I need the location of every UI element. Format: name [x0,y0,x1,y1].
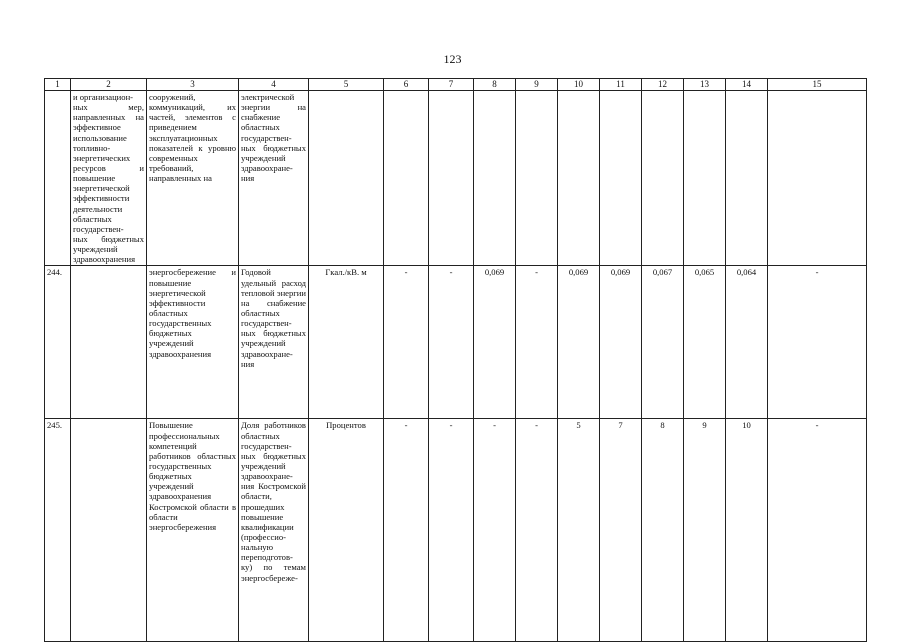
value-cell: 7 [600,419,642,642]
value-cell: - [516,266,558,419]
row-number-cell [45,91,71,266]
value-cell: 0,065 [684,266,726,419]
header-cell: 5 [309,79,384,91]
value-cell: - [768,266,867,419]
value-cell: 0,067 [642,266,684,419]
page-number: 123 [443,52,462,66]
value-cell: - [384,419,429,642]
value-cell: - [429,419,474,642]
header-cell: 4 [239,79,309,91]
indicator-cell: Годовой удельный расход тепловой энергии на снабжение областных государствен- ных бюджетных учреждений здравоохране- ния [239,266,309,419]
value-cell: 0,069 [558,266,600,419]
value-cell: - [516,419,558,642]
header-cell: 1 [45,79,71,91]
column-number-row [45,79,867,91]
unit-cell: Гкал./кВ. м [309,266,384,419]
table-row [45,419,867,642]
table-row [45,266,867,419]
indicator-cell: электрической энергии на снабжение областных государствен- ных бюджетных учреждений здравоохране- ния [239,91,309,266]
value-cell: - [384,266,429,419]
header-cell: 7 [429,79,474,91]
header-cell: 8 [474,79,516,91]
value-cell: 0,069 [600,266,642,419]
row-number-cell: 245. [45,419,71,642]
unit-cell [309,91,384,266]
header-cell: 3 [147,79,239,91]
header-cell: 11 [600,79,642,91]
measure-name-cell [71,419,147,642]
header-cell: 2 [71,79,147,91]
header-cell: 12 [642,79,684,91]
header-cell: 13 [684,79,726,91]
value-cell: 5 [558,419,600,642]
header-cell: 14 [726,79,768,91]
value-cell: 8 [642,419,684,642]
activity-cell: сооружений, коммуникаций, их частей, элементов с приведением эксплуатационных показателей к уровню современных требований, направленных на [147,91,239,266]
plan-table [44,78,867,642]
header-cell: 6 [384,79,429,91]
value-cell: 0,069 [474,266,516,419]
row-number-cell: 244. [45,266,71,419]
measure-name-cell [71,266,147,419]
activity-cell: энергосбережение и повышение энергетической эффективности областных государственных бюджетных учреждений здравоохранения [147,266,239,419]
value-cell: - [768,419,867,642]
header-cell: 10 [558,79,600,91]
value-cell: - [474,419,516,642]
activity-cell: Повышение профессиональных компетенций работников областных государственных бюджетных учреждений здравоохранения Костромской области в области энергосбережения [147,419,239,642]
value-cell: 10 [726,419,768,642]
header-cell: 9 [516,79,558,91]
value-cell: 0,064 [726,266,768,419]
measure-name-cell: и организацион- ных мер, направленных на эффективное использование топливно- энергетических ресурсов и повышение энергетической эффективности деятельности областных государствен- ных бюджетных учреждений здравоохранения [71,91,147,266]
unit-cell: Процентов [309,419,384,642]
value-cell: - [429,266,474,419]
header-cell: 15 [768,79,867,91]
indicator-cell: Доля работников областных государствен- ных бюджетных учреждений здравоохране- ния Костромской области, прошедших повышение квалификации (профессио- нальную переподготов- ку) по темам энергосбереже- [239,419,309,642]
table-row [45,91,867,266]
value-cell: 9 [684,419,726,642]
